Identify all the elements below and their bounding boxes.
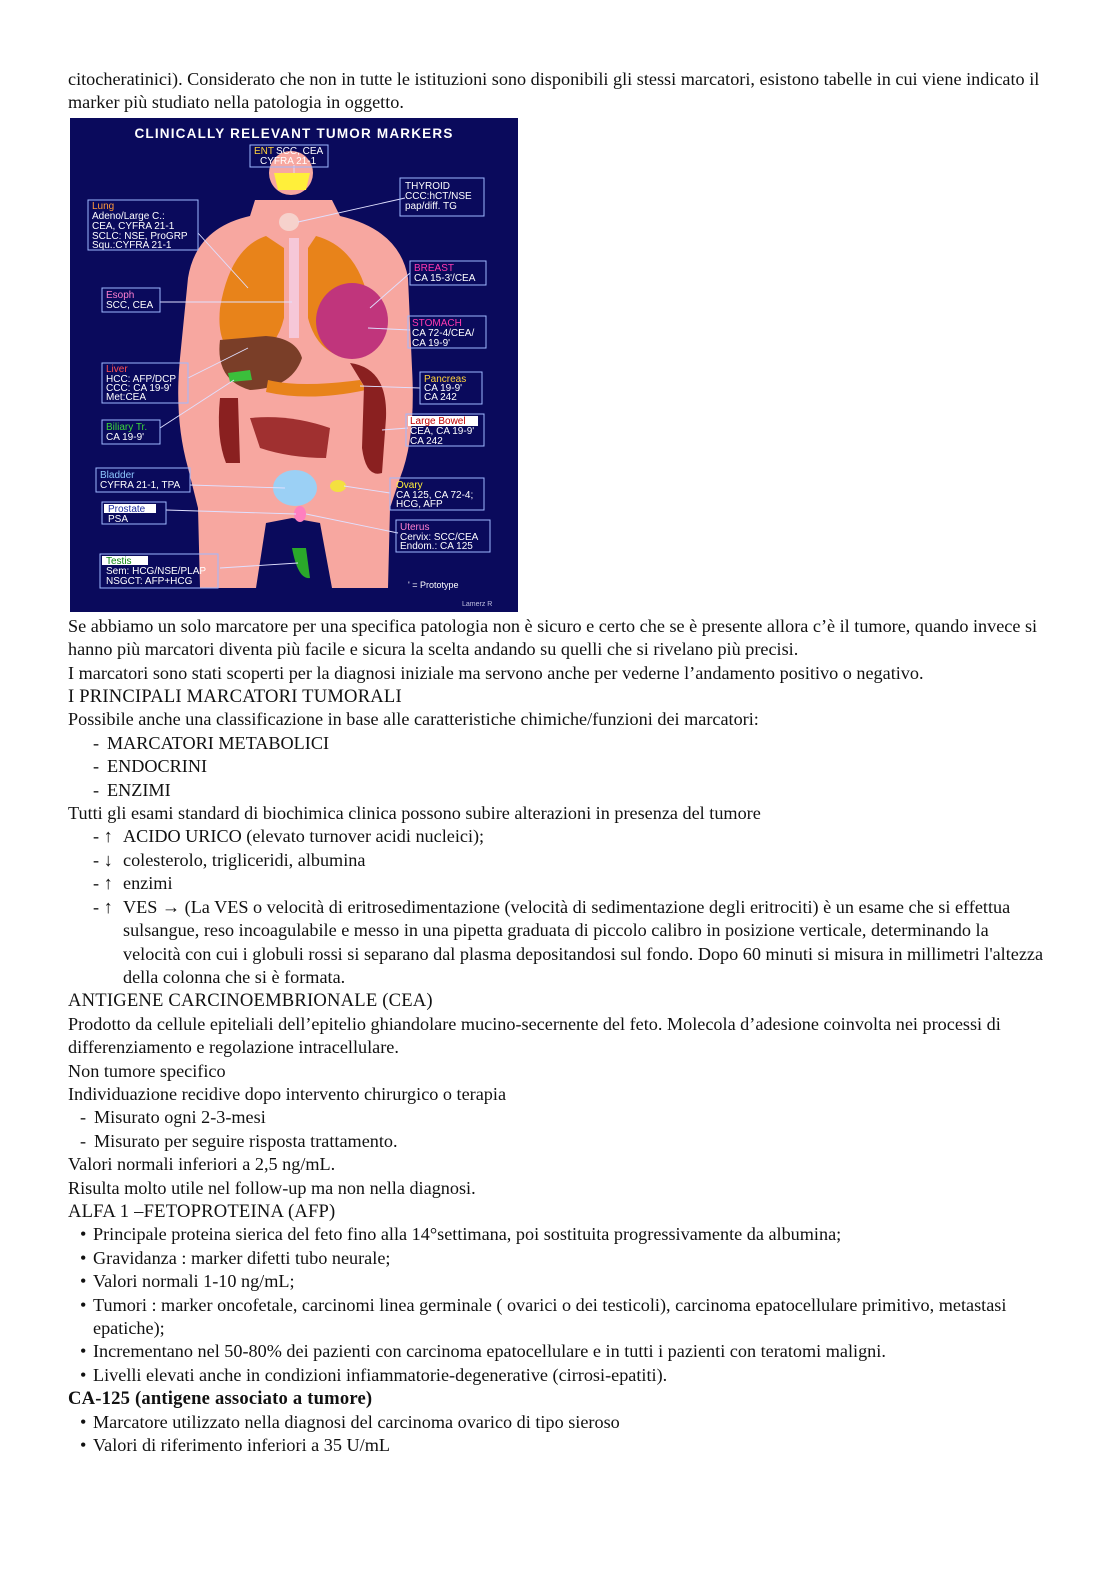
stomach-region <box>316 283 388 359</box>
svg-text:PSA: PSA <box>108 513 129 525</box>
esophagus <box>289 238 299 338</box>
svg-text:CYFRA 21-1: CYFRA 21-1 <box>260 155 317 167</box>
svg-text:THYROID: THYROID <box>405 180 450 192</box>
svg-text:CA 19-9': CA 19-9' <box>424 382 463 394</box>
svg-text:Ovary: Ovary <box>396 479 423 491</box>
svg-text:Met:CEA: Met:CEA <box>106 391 147 403</box>
svg-text:STOMACH: STOMACH <box>412 317 462 329</box>
svg-text:CA 19-9': CA 19-9' <box>412 337 451 349</box>
svg-text:Adeno/Large C.:: Adeno/Large C.: <box>92 210 165 222</box>
svg-text:Prostate: Prostate <box>108 503 146 515</box>
svg-text:SCLC: NSE, ProGRP: SCLC: NSE, ProGRP <box>92 230 188 242</box>
section-heading-cea: ANTIGENE CARCINOEMBRIONALE (CEA) <box>68 990 433 1012</box>
list-item: - Misurato per seguire risposta trattamento. <box>68 1130 1050 1153</box>
lab-alterations-list <box>68 825 1050 989</box>
ovary-region <box>330 480 346 492</box>
svg-text:Esoph: Esoph <box>106 289 135 301</box>
svg-text:CA 15-3'/CEA: CA 15-3'/CEA <box>414 272 476 284</box>
arrow-up-icon: - ↑ <box>93 826 113 847</box>
svg-text:Cervix: SCC/CEA: Cervix: SCC/CEA <box>400 531 479 543</box>
intro-paragraph: citocheratinici). Considerato che non in tutte le istituzioni sono disponibili gli stessi marcatori, esistono tabelle in cui viene indicato il marker più studiato nella patologia in oggetto. <box>68 69 1040 113</box>
cea-paragraph-4: Valori normali inferiori a 2,5 ng/mL. <box>68 1154 336 1175</box>
svg-text:CA 242: CA 242 <box>410 435 443 447</box>
svg-text:Pancreas: Pancreas <box>424 373 467 385</box>
document-body <box>68 68 1050 1457</box>
svg-text:Testis: Testis <box>106 555 132 567</box>
cea-list <box>68 1106 1050 1153</box>
tumor-markers-figure <box>70 118 518 612</box>
svg-text:NSGCT: AFP+HCG: NSGCT: AFP+HCG <box>106 575 193 587</box>
section-heading-afp: ALFA 1 –FETOPROTEINA (AFP) <box>68 1200 336 1222</box>
classification-intro: Possibile anche una classificazione in base alle caratteristiche chimiche/funzioni dei marcatori: <box>68 709 759 730</box>
list-item: • Livelli elevati anche in condizioni infiammatorie-degenerative (cirrosi-epatiti). <box>68 1364 1050 1387</box>
lab-intro: Tutti gli esami standard di biochimica clinica possono subire alterazioni in presenza del tumore <box>68 803 761 824</box>
ca125-list <box>68 1411 1050 1458</box>
svg-text:CEA, CA 19-9': CEA, CA 19-9' <box>410 425 475 437</box>
list-item: • Valori di riferimento inferiori a 35 U/mL <box>68 1434 1050 1457</box>
svg-text:CA 125, CA 72-4;: CA 125, CA 72-4; <box>396 489 474 501</box>
list-item: • Tumori : marker oncofetale, carcinomi linea germinale ( ovarici o dei testicoli), carcinoma epatocellulare primitivo, metastasi epatiche); <box>68 1294 1050 1341</box>
list-item: - MARCATORI METABOLICI <box>68 732 1050 755</box>
list-item: • Principale proteina sierica del feto fino alla 14°settimana, poi sostituita progressivamente da albumina; <box>68 1223 1050 1246</box>
svg-text:Large Bowel: Large Bowel <box>410 415 466 427</box>
svg-text:CA 242: CA 242 <box>424 391 457 403</box>
figure-credit: Lamerz R <box>462 600 493 608</box>
afp-list <box>68 1223 1050 1387</box>
svg-text:Bladder: Bladder <box>100 469 135 481</box>
list-item: - ENZIMI <box>68 779 1050 802</box>
paragraph-after-figure-1: Se abbiamo un solo marcatore per una specifica patologia non è sicuro e certo che se è presente allora c’è il tumore, quando invece si hanno più marcatori diventa più facile e sicura la scelta andando su quelli che si rivelano più precisi. <box>68 615 1038 660</box>
svg-text:Sem: HCG/NSE/PLAP: Sem: HCG/NSE/PLAP <box>106 565 207 577</box>
svg-text:HCC: AFP/DCP: HCC: AFP/DCP <box>106 373 177 385</box>
figure-title: CLINICALLY RELEVANT TUMOR MARKERS <box>134 125 454 141</box>
list-item: - ENDOCRINI <box>68 755 1050 778</box>
list-item: • Gravidanza : marker difetti tubo neurale; <box>68 1247 1050 1270</box>
svg-text:pap/diff. TG: pap/diff. TG <box>405 200 457 212</box>
section-heading-ca125: CA-125 (antigene associato a tumore) <box>68 1388 373 1410</box>
svg-text:Squ.:CYFRA 21-1: Squ.:CYFRA 21-1 <box>92 239 172 251</box>
list-item: • Marcatore utilizzato nella diagnosi del carcinoma ovarico di tipo sieroso <box>68 1411 1050 1434</box>
list-item: - ↑ ACIDO URICO (elevato turnover acidi nucleici); <box>68 825 1050 848</box>
svg-text:CA 72-4/CEA/: CA 72-4/CEA/ <box>412 327 475 339</box>
svg-text:Biliary Tr.: Biliary Tr. <box>106 421 148 433</box>
svg-text:BREAST: BREAST <box>414 262 455 274</box>
list-item: - Misurato ogni 2-3-mesi <box>68 1106 1050 1129</box>
svg-text:CEA, CYFRA 21-1: CEA, CYFRA 21-1 <box>92 220 175 232</box>
svg-text:HCG, AFP: HCG, AFP <box>396 498 443 510</box>
list-item: • Valori normali 1-10 ng/mL; <box>68 1270 1050 1293</box>
cea-paragraph-2: Non tumore specifico <box>68 1060 226 1081</box>
svg-text:Endom.: CA 125: Endom.: CA 125 <box>400 540 473 552</box>
figure-footnote: ' = Prototype <box>408 579 459 590</box>
ent-region <box>274 173 310 190</box>
section-heading-principali: I PRINCIPALI MARCATORI TUMORALI <box>68 686 402 708</box>
list-item: • Incrementano nel 50-80% dei pazienti con carcinoma epatocellulare e in tutti i pazienti con teratomi maligni. <box>68 1340 1050 1363</box>
svg-text:CCC: CA 19-9': CCC: CA 19-9' <box>106 382 172 394</box>
svg-text:Liver: Liver <box>106 363 128 375</box>
svg-text:CA 19-9': CA 19-9' <box>106 431 145 443</box>
svg-text:Uterus: Uterus <box>400 521 430 533</box>
paragraph-after-figure-2: I marcatori sono stati scoperti per la diagnosi iniziale ma servono anche per vederne l’andamento positivo o negativo. <box>68 662 924 683</box>
arrow-up-icon: - ↑ <box>93 896 113 917</box>
svg-text:SCC, CEA: SCC, CEA <box>276 145 324 157</box>
list-item: - ↑ VES → (La VES o velocità di eritrosedimentazione (velocità di sedimentazione degli eritrociti) è un esame che si effettua sulsangue, reso incoagulabile e messo in una pipetta graduata di piccolo calibro in posizione verticale, determinando la velocità con cui i globuli rossi si separano dal plasma depositandosi sul fondo. Dopo 60 minuti si misura in millimetri l'altezza della colonna che si è formata. <box>93 896 1044 987</box>
cea-paragraph-1: Prodotto da cellule epiteliali dell’epitelio ghiandolare mucino-secernente del feto. Molecola d’adesione coinvolta nei processi di differenziamento e regolazione intracellulare. <box>68 1013 1001 1058</box>
arrow-up-icon: - ↑ <box>93 873 113 894</box>
arrow-down-icon: - ↓ <box>93 849 113 870</box>
cea-paragraph-3: Individuazione recidive dopo intervento chirurgico o terapia <box>68 1083 507 1104</box>
classification-list <box>68 732 1050 802</box>
cea-paragraph-5: Risulta molto utile nel follow-up ma non nella diagnosi. <box>68 1177 476 1198</box>
svg-text:SCC, CEA: SCC, CEA <box>106 299 154 311</box>
list-item: - ↓ colesterolo, trigliceridi, albumina <box>68 849 1050 872</box>
svg-text:Lung: Lung <box>92 200 115 212</box>
list-item: - ↑ enzimi <box>68 872 1050 895</box>
thyroid-region <box>279 213 299 231</box>
svg-text:CCC:hCT/NSE: CCC:hCT/NSE <box>405 190 472 202</box>
label-ent-title: ENT <box>254 145 274 157</box>
svg-text:CYFRA 21-1, TPA: CYFRA 21-1, TPA <box>100 479 181 491</box>
